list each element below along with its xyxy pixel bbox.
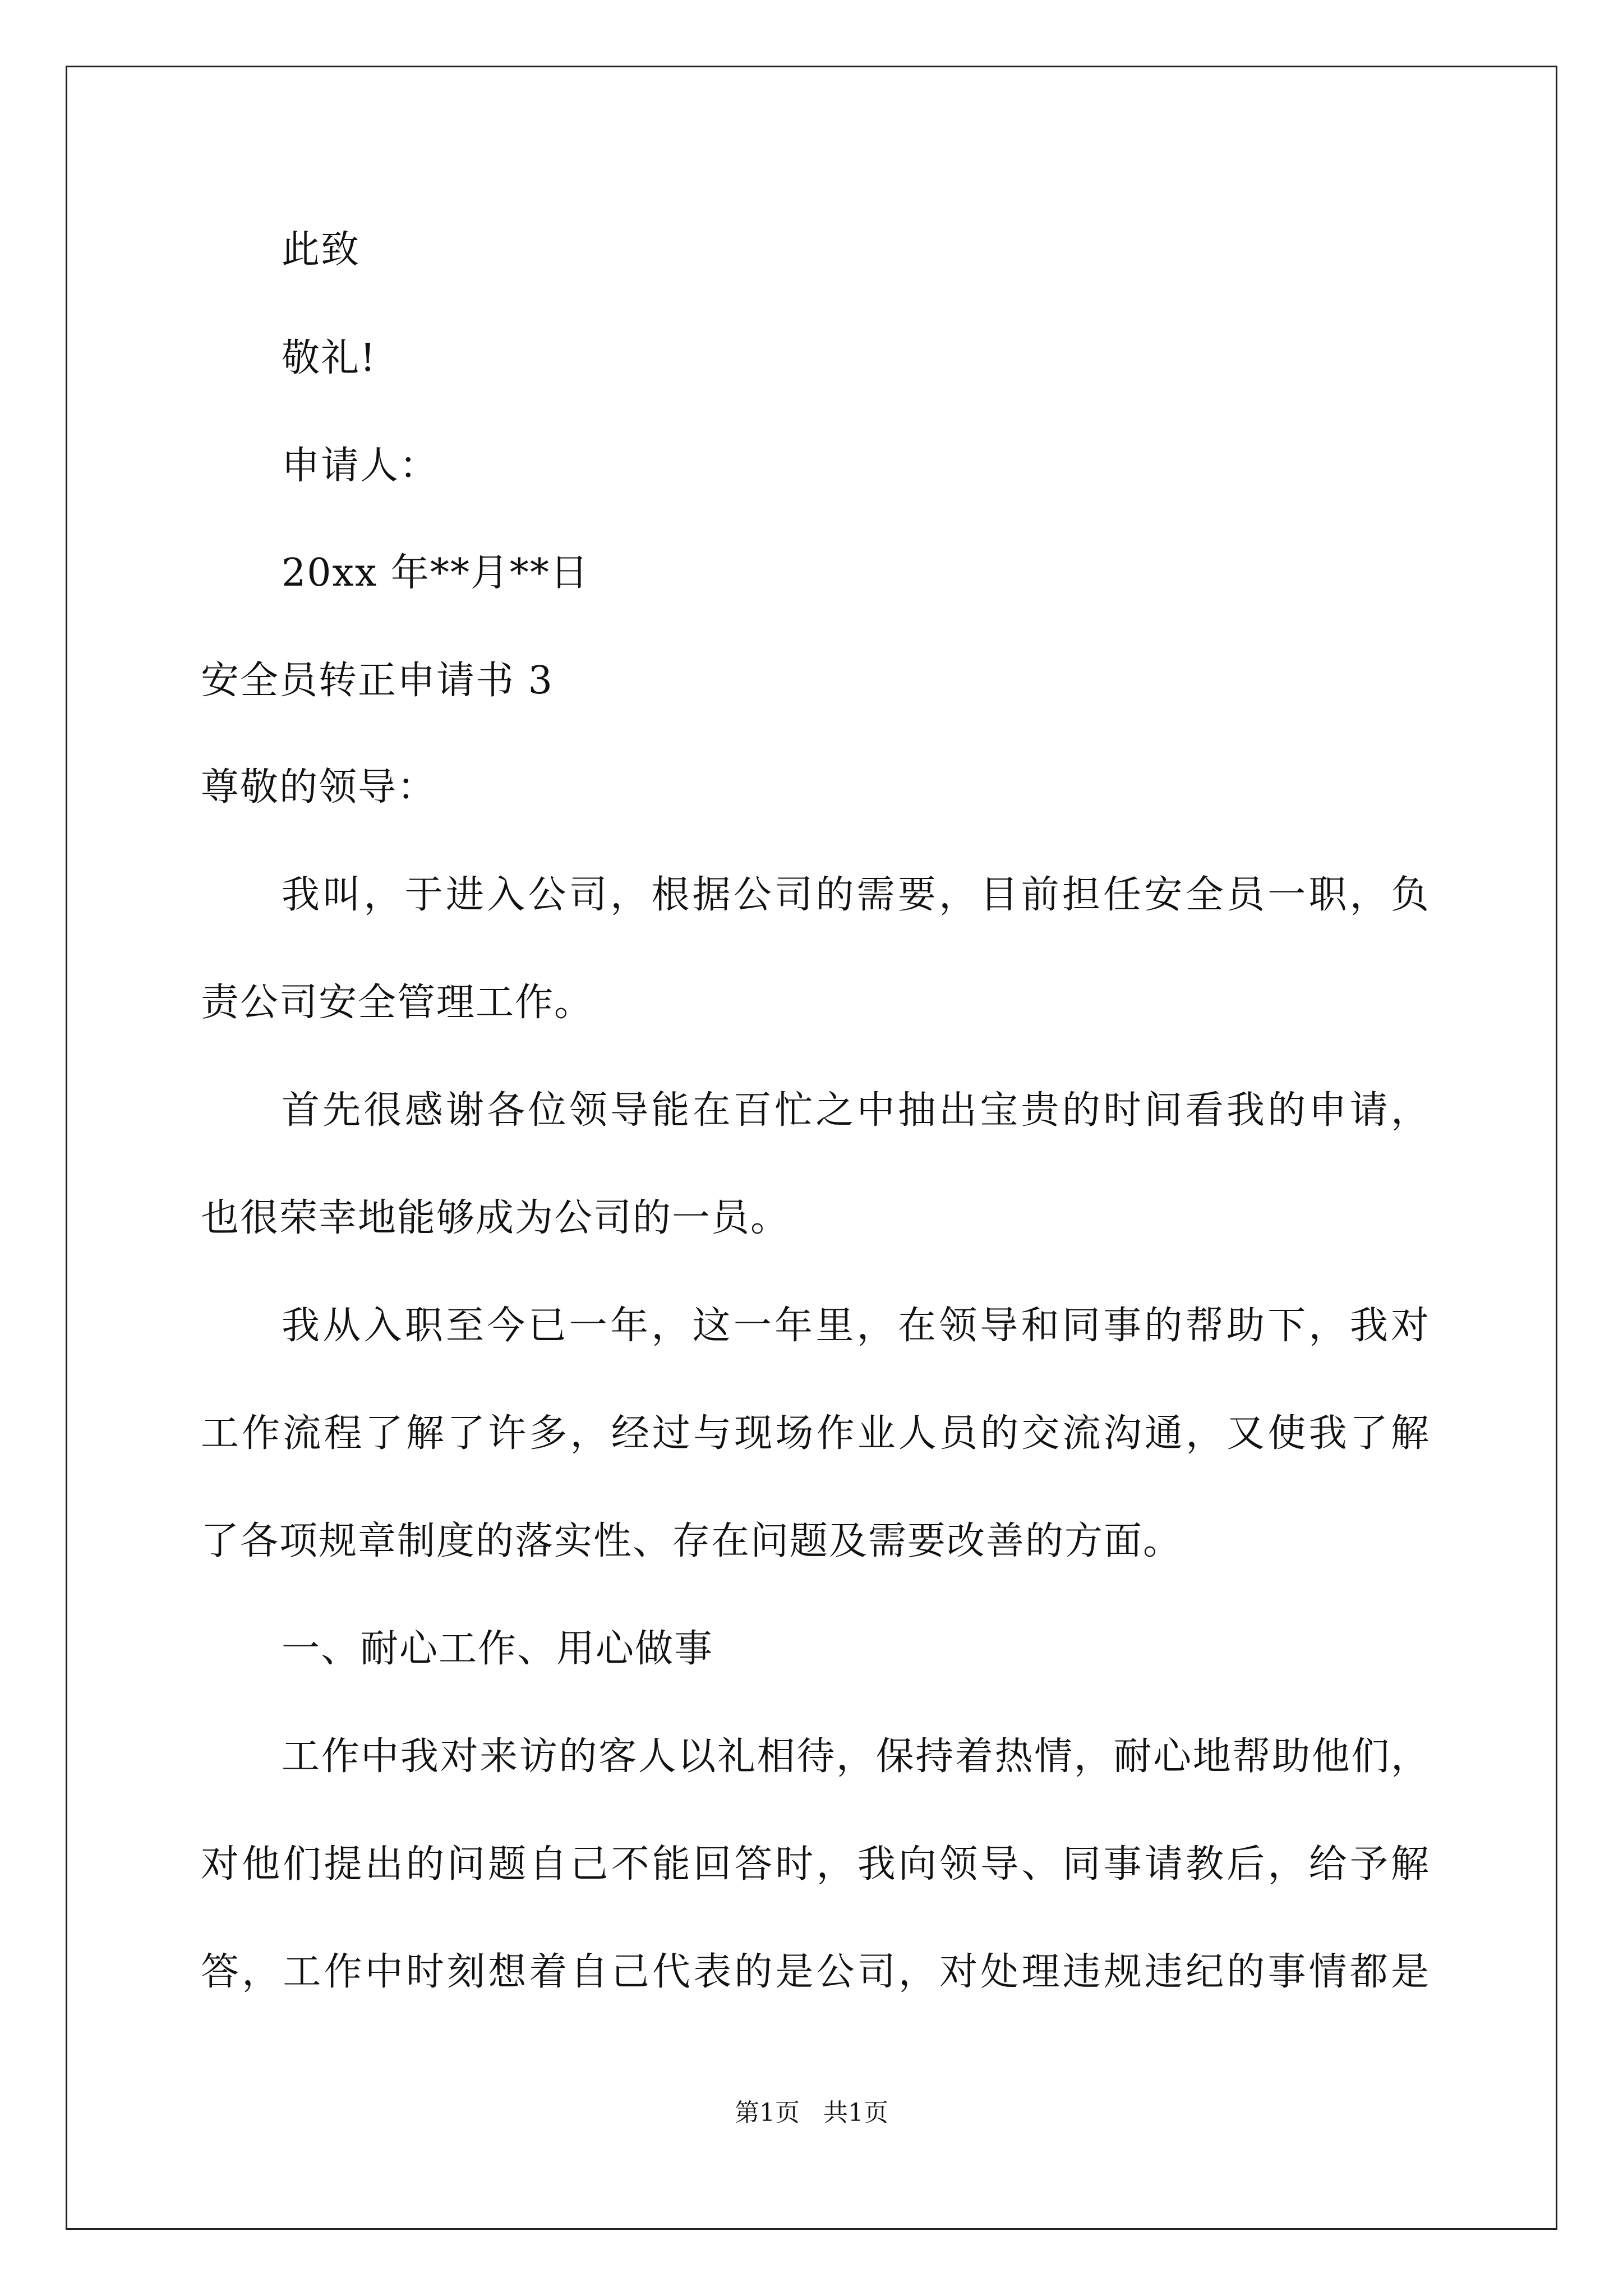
page-border	[66, 66, 1557, 2230]
paragraph-line: 了各项规章制度的落实性、存在问题及需要改善的方面。	[201, 1519, 1183, 1563]
paragraph-line: 工作中我对来访的客人以礼相待，保持着热情，耐心地帮助他们，	[282, 1734, 1430, 1779]
page-number-footer: 第1页 共1页	[735, 2099, 888, 2127]
paragraph-line: 也很荣幸地能够成为公司的一员。	[201, 1196, 790, 1240]
subheading-line: 一、耐心工作、用心做事	[282, 1627, 714, 1671]
date-line: 20xx 年**月**日	[282, 551, 589, 595]
salutation-line: 敬礼!	[282, 336, 377, 380]
applicant-line: 申请人：	[282, 444, 439, 488]
paragraph-line: 对他们提出的问题自己不能回答时，我向领导、同事请教后，给予解	[201, 1842, 1430, 1887]
paragraph-line: 我从入职至今已一年，这一年里，在领导和同事的帮助下，我对	[282, 1304, 1430, 1348]
paragraph-line: 工作流程了解了许多，经过与现场作业人员的交流沟通，又使我了解	[201, 1411, 1430, 1456]
closing-line: 此致	[282, 228, 361, 272]
paragraph-line: 责公司安全管理工作。	[201, 981, 594, 1025]
paragraph-line: 首先很感谢各位领导能在百忙之中抽出宝贵的时间看我的申请，	[282, 1088, 1430, 1133]
greeting-line: 尊敬的领导：	[201, 765, 437, 809]
section-title: 安全员转正申请书 3	[201, 659, 554, 703]
paragraph-line: 我叫，于进入公司，根据公司的需要，目前担任安全员一职，负	[282, 873, 1430, 917]
paragraph-line: 答，工作中时刻想着自己代表的是公司，对处理违规违纪的事情都是	[201, 1950, 1430, 1994]
